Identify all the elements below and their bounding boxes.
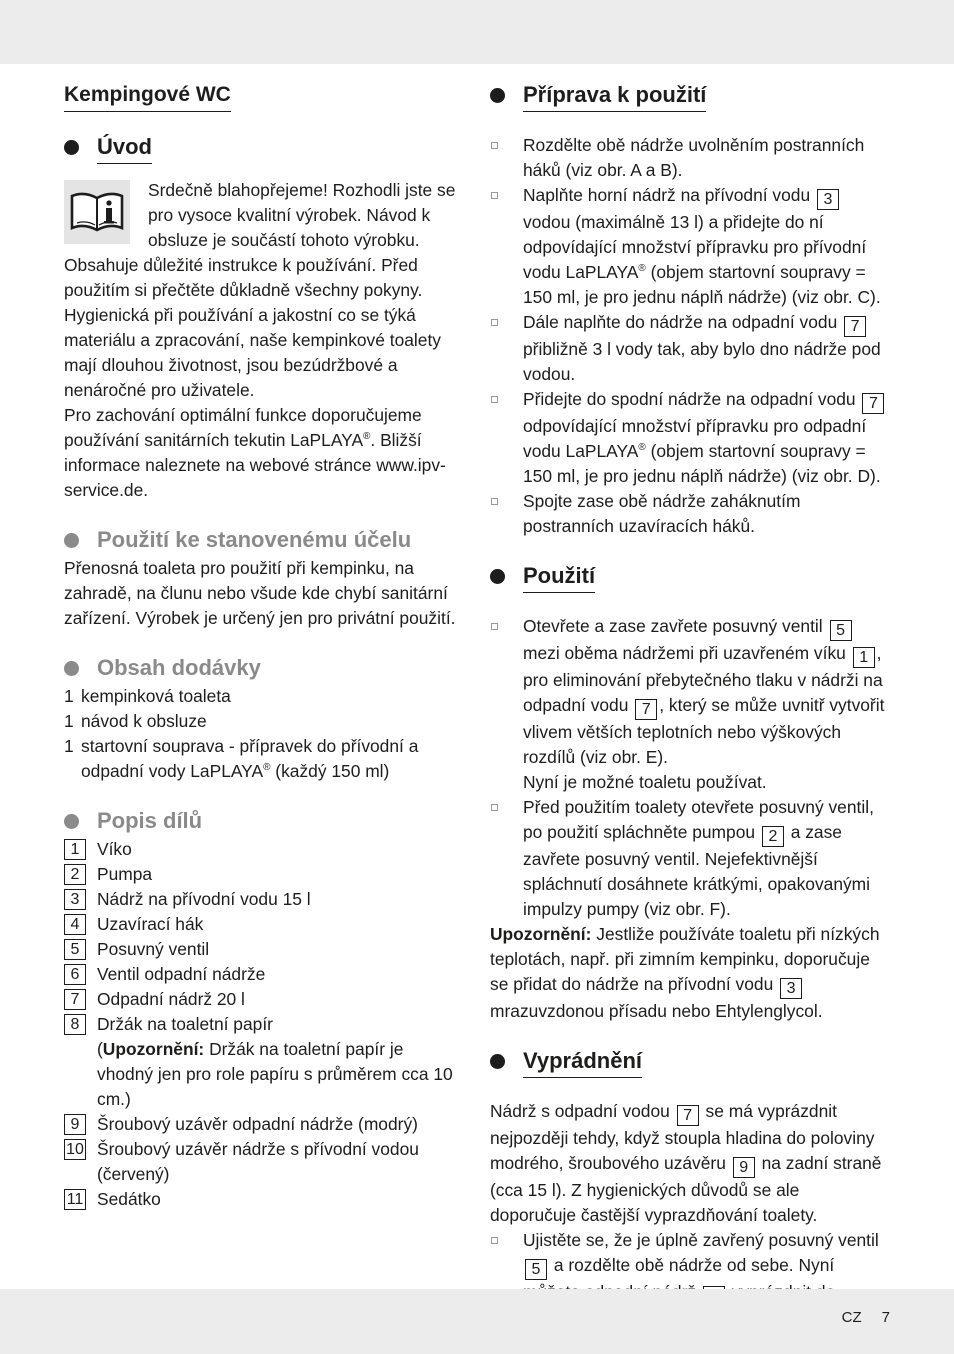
- preparation-steps: [490, 133, 890, 539]
- page-number: 7: [881, 1309, 890, 1326]
- list-item: 8 Držák na toaletní papír (Upozornění: Držák na toaletní papír je vhodný jen pro role papíru s průměrem cca 10 cm.): [64, 1012, 464, 1112]
- list-item: 6 Ventil odpadní nádrže: [64, 962, 464, 987]
- list-item: Ujistěte se, že je úplně zavřený posuvný ventil 5 a rozdělte obě nádrže od sebe. Nyní: [490, 1228, 890, 1332]
- list-item: 7 Odpadní nádrž 20 l: [64, 987, 464, 1012]
- list-item: Naplňte horní nádrž na přívodní vodu 3 vodou (maximálně 13 l) a přidejte do ní odpovídající množství přípravku pro přívodní vodu LaPLAYA® (objem startovní soupravy = 150 ml, je pro jednu náplň nádrže) (viz obr. C).: [490, 183, 890, 310]
- checkbox-bullet-icon: [491, 142, 498, 149]
- part-number: 10: [64, 1139, 86, 1160]
- intended-use-text: Přenosná toaleta pro použití při kempinku, na zahradě, na člunu nebo všude kde chybí sanitární zařízení. Výrobek je určený jen pro privátní použití.: [64, 558, 456, 628]
- part-number: 3: [64, 889, 86, 910]
- part-number: 1: [64, 839, 86, 860]
- part-number: 8: [64, 1014, 86, 1035]
- list-item: 3 Nádrž na přívodní vodu 15 l: [64, 887, 464, 912]
- parts-list: [64, 837, 464, 1212]
- heading-package-contents: Obsah dodávky: [64, 653, 464, 684]
- checkbox-bullet-icon: [491, 498, 498, 505]
- checkbox-bullet-icon: [491, 192, 498, 199]
- use-warning: Upozornění: Jestliže používáte toaletu při nízkých teplotách, např. při zimním kempinku, doporučuje se přidat do nádrže na přívodní vodu 3 mrazuvzdonou přísadu nebo Ehtylenglycol.: [490, 924, 880, 1021]
- heading-preparation: Příprava k použití: [490, 80, 890, 112]
- intro-block: [64, 178, 464, 503]
- list-item: Spojte zase obě nádrže zaháknutím postranních uzavíracích háků.: [490, 489, 890, 539]
- info-book-icon: [64, 180, 130, 244]
- part-number: 5: [64, 939, 86, 960]
- heading-use: Použití: [490, 561, 890, 593]
- list-item: Dále naplňte do nádrže na odpadní vodu 7 přibližně 3 l vody tak, aby bylo dno nádrže pod vodou.: [490, 310, 890, 387]
- top-band: [0, 0, 954, 64]
- list-item: Otevřete a zase zavřete posuvný ventil 5 mezi oběma nádržemi při uzavřeném víku 1 , pro eliminování přebytečného tlaku v nádrži na odpadní vodu 7 , který se může uvnitř vytvořit vlivem větších teplotních nebo výškových rozdílů (viz obr. E). Nyní je možné toaletu používat.: [490, 614, 890, 795]
- bottom-band: [0, 1289, 954, 1354]
- heading-bullet: [64, 140, 79, 155]
- part-number: 2: [64, 864, 86, 885]
- document-title: Kempingové WC: [64, 80, 231, 112]
- list-item: 5 Posuvný ventil: [64, 937, 464, 962]
- list-item: 11 Sedátko: [64, 1187, 464, 1212]
- page-footer: [822, 1305, 890, 1330]
- heading-intended-use: Použití ke stanovenému účelu: [64, 525, 464, 556]
- list-item: 9 Šroubový uzávěr odpadní nádrže (modrý): [64, 1112, 464, 1137]
- use-steps: [490, 614, 890, 922]
- list-item: 1 Víko: [64, 837, 464, 862]
- part-number: 11: [64, 1189, 86, 1210]
- part-number: 7: [64, 989, 86, 1010]
- checkbox-bullet-icon: [491, 804, 498, 811]
- heading-intro: Úvod: [64, 132, 464, 164]
- part-number: 6: [64, 964, 86, 985]
- checkbox-bullet-icon: [491, 1237, 498, 1244]
- list-item: 10 Šroubový uzávěr nádrže s přívodní vodou (červený): [64, 1137, 464, 1187]
- contents-list: [64, 684, 464, 784]
- checkbox-bullet-icon: [491, 319, 498, 326]
- list-item: Přidejte do spodní nádrže na odpadní vodu 7 odpovídající množství přípravku pro odpadní vodu LaPLAYA® (objem startovní soupravy = 150 ml, je pro jednu náplň nádrže) (viz obr. D).: [490, 387, 890, 489]
- checkbox-bullet-icon: [491, 396, 498, 403]
- right-column: [490, 80, 890, 1332]
- list-item: Před použitím toalety otevřete posuvný ventil, po použití spláchněte pumpou 2 a zase zavřete posuvný ventil. Nejefektivnější spláchnutí dosáhnete krátkými, opakovanými impulzy pumpy (viz obr. F).: [490, 795, 890, 922]
- list-item: 1 kempinková toaleta: [64, 686, 231, 706]
- list-item: 1 startovní souprava - přípravek do přívodní a odpadní vody LaPLAYA® (každý 150 ml): [64, 736, 419, 781]
- intro-paragraph-2: Pro zachování optimální funkce doporučujeme používání sanitárních tekutin LaPLAYA®. Bližší informace naleznete na webové stránce www.ipv-service.de.: [64, 405, 446, 500]
- list-item: 2 Pumpa: [64, 862, 464, 887]
- part-number: 4: [64, 914, 86, 935]
- checkbox-bullet-icon: [491, 623, 498, 630]
- heading-parts: Popis dílů: [64, 806, 464, 837]
- part-number: 9: [64, 1114, 86, 1135]
- heading-emptying: Vyprádnění: [490, 1046, 890, 1078]
- left-column: [64, 80, 464, 1212]
- list-item: 4 Uzavírací hák: [64, 912, 464, 937]
- emptying-paragraph: Nádrž s odpadní vodou 7 se má vyprázdnit nejpozději tehdy, když stoupla hladina do poloviny modrého, šroubového uzávěru 9 na zadní straně (cca 15 l). Z hygienických důvodů se ale doporučuje častější vyprazdňování toalety.: [490, 1101, 882, 1225]
- intro-paragraph: Srdečně blahopřejeme! Rozhodli jste se pro vysoce kvalitní výrobek. Návod k obsluze je součástí tohoto výrobku. Obsahuje důležité instrukce k používání. Před použitím si přečtěte důkladně všechny pokyny. Hygienická při používání a jakostní co se týká materiálu a zpracování, naše kempinkové toalety mají dlouhou životnost, jsou bezúdržbové a nenáročné pro uživatele.: [64, 180, 456, 400]
- list-item: 1 návod k obsluze: [64, 711, 207, 731]
- list-item: Rozdělte obě nádrže uvolněním postranních háků (viz obr. A a B).: [490, 133, 890, 183]
- language-code: CZ: [841, 1309, 862, 1326]
